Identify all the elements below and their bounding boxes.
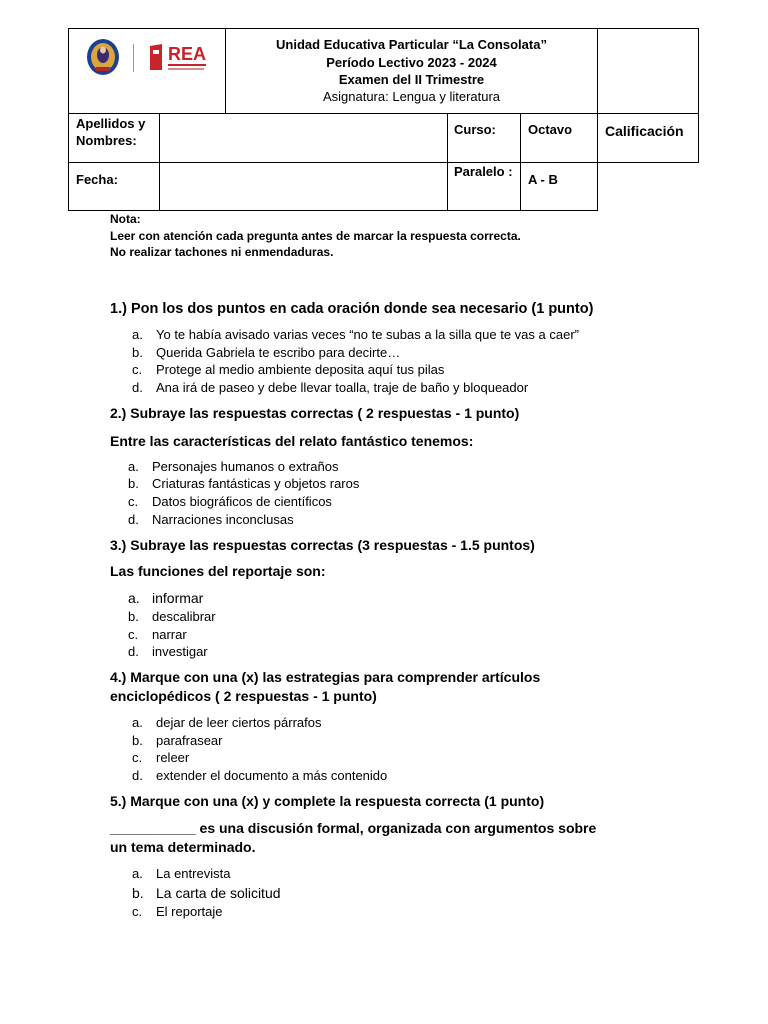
question-2-title: 2.) Subraye las respuestas correctas ( 2 respuestas - 1 punto) [110, 405, 520, 421]
item-text: Ana irá de paseo y debe llevar toalla, traje de baño y bloqueador [156, 380, 529, 395]
item-letter: a. [132, 715, 143, 730]
item-letter: c. [128, 627, 139, 642]
question-3-title: 3.) Subraye las respuestas correctas (3 respuestas - 1.5 puntos) [110, 537, 535, 553]
question-1-title: 1.) Pon los dos puntos en cada oración donde sea necesario (1 punto) [110, 301, 594, 317]
item-letter: b. [132, 733, 143, 748]
item-letter: d. [132, 768, 143, 783]
item-text: dejar de leer ciertos párrafos [156, 715, 322, 730]
grade-field[interactable] [599, 140, 698, 162]
item-text: parafrasear [156, 733, 223, 748]
item-letter: c. [132, 750, 143, 765]
item-text: investigar [152, 644, 208, 659]
item-text: Protege al medio ambiente deposita aquí tus pilas [156, 362, 445, 377]
rea-logo-subline [168, 64, 206, 66]
item-text: releer [156, 750, 190, 765]
logo-divider [133, 44, 134, 72]
item-letter: c. [132, 362, 143, 377]
date-field[interactable] [160, 163, 447, 210]
item-text: Narraciones inconclusas [152, 512, 294, 527]
item-text: El reportaje [156, 904, 223, 919]
note-line: Leer con atención cada pregunta antes de marcar la respuesta correcta. [110, 229, 521, 243]
question-3-prompt: Las funciones del reportaje son: [110, 563, 326, 579]
subject: Asignatura: Lengua y literatura [322, 89, 501, 104]
question-5-prompt: un tema determinado. [110, 839, 256, 855]
rea-logo-subline [168, 68, 204, 70]
note-title: Nota: [110, 212, 141, 226]
question-4-title: 4.) Marque con una (x) las estrategias para comprender artículos [110, 669, 541, 685]
item-letter: b. [128, 476, 139, 491]
question-5-title: 5.) Marque con una (x) y complete la respuesta correcta (1 punto) [110, 793, 545, 809]
item-letter: d. [128, 512, 139, 527]
item-text: narrar [152, 627, 187, 642]
item-text: Personajes humanos o extraños [152, 459, 339, 474]
rea-logo-text: REA [168, 44, 207, 64]
item-text: extender el documento a más contenido [156, 768, 388, 783]
note-line: No realizar tachones ni enmendaduras. [110, 245, 334, 259]
item-letter: a. [132, 327, 143, 342]
exam-title: Examen del II Trimestre [338, 72, 485, 87]
item-letter: b. [128, 609, 139, 624]
question-5-prompt: ___________ es una discusión formal, organizada con argumentos sobre [110, 820, 597, 836]
item-letter: a. [132, 866, 143, 881]
item-text: Querida Gabriela te escribo para decirte… [156, 345, 401, 360]
item-text: Datos biográficos de científicos [152, 494, 332, 509]
item-letter: a. [128, 590, 140, 606]
names-field[interactable] [160, 114, 447, 162]
item-text: informar [152, 590, 204, 606]
rea-logo-icon [148, 42, 164, 72]
school-name: Unidad Educativa Particular “La Consolata” [276, 37, 547, 52]
item-text: La carta de solicitud [156, 885, 281, 901]
item-text: Criaturas fantásticas y objetos raros [152, 476, 360, 491]
item-text: Yo te había avisado varias veces “no te subas a la silla que te vas a caer” [156, 327, 579, 342]
item-letter: b. [132, 885, 144, 901]
item-text: descalibrar [152, 609, 216, 624]
names-label: Apellidos y Nombres: [76, 116, 146, 148]
item-letter: d. [128, 644, 139, 659]
course-value: Octavo [528, 122, 573, 137]
school-seal-icon [86, 38, 120, 76]
item-text: La entrevista [156, 866, 231, 881]
question-4-title: enciclopédicos ( 2 respuestas - 1 punto) [110, 688, 377, 704]
course-label: Curso: [454, 122, 496, 137]
item-letter: c. [128, 494, 139, 509]
item-letter: a. [128, 459, 139, 474]
section-value: A - B [528, 172, 558, 187]
item-letter: b. [132, 345, 143, 360]
item-letter: d. [132, 380, 143, 395]
school-period: Período Lectivo 2023 - 2024 [326, 55, 497, 70]
date-label: Fecha: [76, 172, 118, 187]
question-2-prompt: Entre las características del relato fantástico tenemos: [110, 433, 474, 449]
grade-label: Calificación [605, 123, 684, 139]
item-letter: c. [132, 904, 143, 919]
section-label: Paralelo : [454, 164, 513, 179]
